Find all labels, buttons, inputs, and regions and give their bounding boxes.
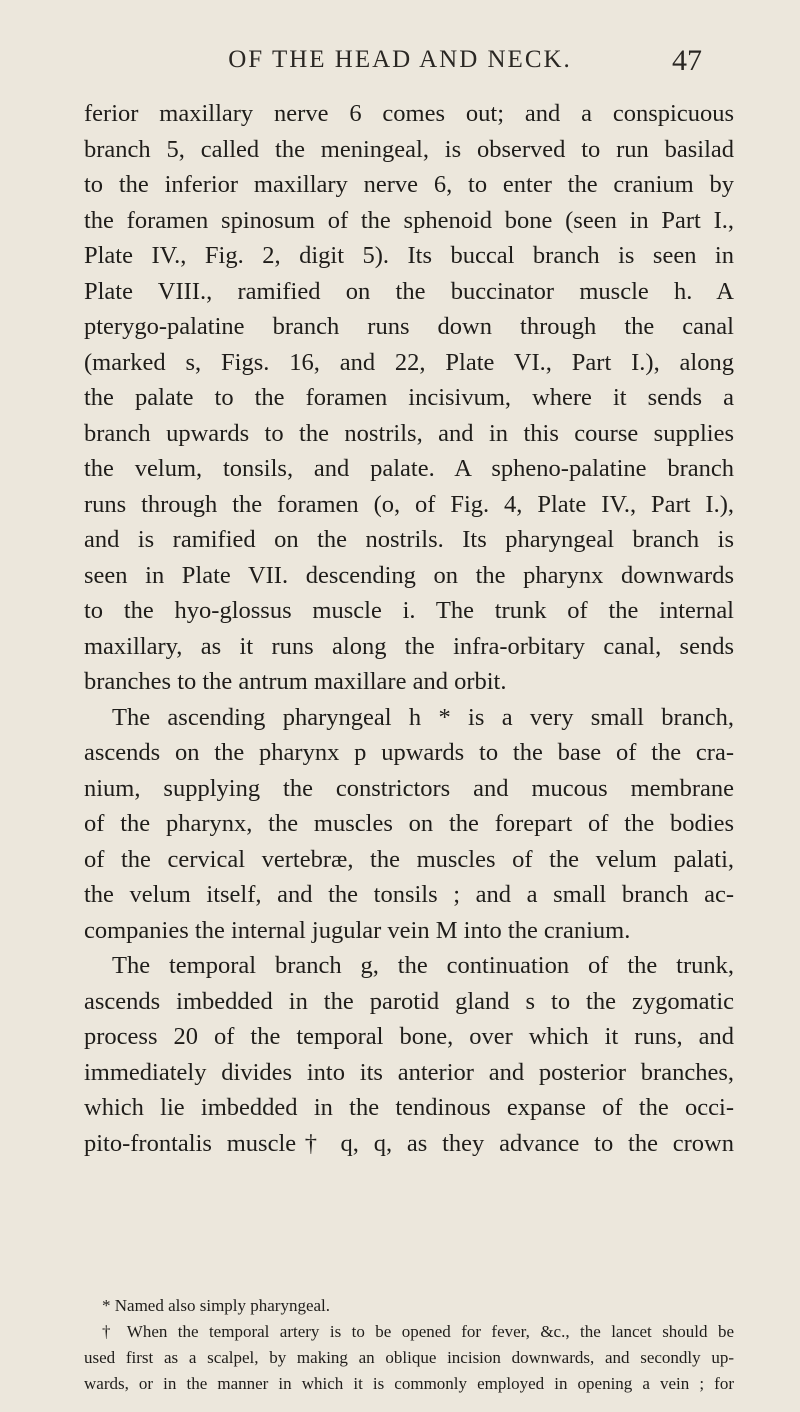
running-head <box>0 46 800 86</box>
text-line: nium, supplying the constrictors and mucous membrane <box>84 774 734 802</box>
text-line: the palate to the foramen incisivum, where it sends a <box>84 384 734 411</box>
text-line: the velum itself, and the tonsils ; and a small branch ac- <box>84 881 734 908</box>
text-line: seen in Plate VII. descending on the pharynx downwards <box>84 561 734 589</box>
footnote-line: wards, or in the manner in which it is commonly employed in opening a vein ; for <box>84 1374 734 1393</box>
text-line: Plate IV., Fig. 2, digit 5). Its buccal branch is seen in <box>84 242 734 269</box>
text-line: The temporal branch g, the continuation of the trunk, <box>112 952 734 979</box>
text-line: to the hyo-glossus muscle i. The trunk of the internal <box>84 597 734 624</box>
text-line: ascends imbedded in the parotid gland s to the zygomatic <box>84 987 734 1015</box>
text-line: maxillary, as it runs along the infra-orbitary canal, sends <box>84 632 734 660</box>
text-line: companies the internal jugular vein M into the cranium. <box>84 916 631 944</box>
text-line: to the inferior maxillary nerve 6, to enter the cranium by <box>84 171 734 198</box>
text-line: The ascending pharyngeal h * is a very small branch, <box>112 703 734 731</box>
text-line: which lie imbedded in the tendinous expanse of the occi- <box>84 1094 734 1121</box>
footnote-line: † When the temporal artery is to be opened for fever, &c., the lancet should be <box>102 1322 734 1341</box>
text-line: pterygo-palatine branch runs down through the canal <box>84 313 734 340</box>
text-line: Plate VIII., ramified on the buccinator muscle h. A <box>84 277 734 305</box>
running-title: OF THE HEAD AND NECK. <box>228 46 572 73</box>
footnote-line: * Named also simply pharyngeal. <box>102 1296 331 1315</box>
body-text <box>84 96 734 1161</box>
text-line: of the cervical vertebræ, the muscles of the velum palati, <box>84 845 734 873</box>
text-line: of the pharynx, the muscles on the forepart of the bodies <box>84 810 734 837</box>
text-line: pito-frontalis muscle† q, q, as they advance to the crown <box>84 1129 734 1157</box>
text-line: runs through the foramen (o, of Fig. 4, Plate IV., Part I.), <box>84 490 734 518</box>
text-line: the foramen spinosum of the sphenoid bone (seen in Part I., <box>84 206 734 234</box>
text-line: branch 5, called the meningeal, is observed to run basilad <box>84 135 734 163</box>
text-line: ferior maxillary nerve 6 comes out; and a conspicuous <box>84 100 734 127</box>
text-line: branches to the antrum maxillare and orbit. <box>84 668 507 695</box>
text-line: ascends on the pharynx p upwards to the base of the cra- <box>84 739 734 766</box>
text-line: immediately divides into its anterior and posterior branches, <box>84 1058 734 1086</box>
text-line: branch upwards to the nostrils, and in this course supplies <box>84 419 734 447</box>
text-line: the velum, tonsils, and palate. A spheno-palatine branch <box>84 455 734 482</box>
text-line: and is ramified on the nostrils. Its pharyngeal branch is <box>84 526 734 553</box>
footnote-line: used first as a scalpel, by making an oblique incision downwards, and secondly up- <box>84 1348 734 1367</box>
text-line: (marked s, Figs. 16, and 22, Plate VI., Part I.), along <box>84 348 734 376</box>
page-number: 47 <box>672 44 702 77</box>
text-line: process 20 of the temporal bone, over which it runs, and <box>84 1023 734 1050</box>
footnotes <box>84 1293 734 1397</box>
